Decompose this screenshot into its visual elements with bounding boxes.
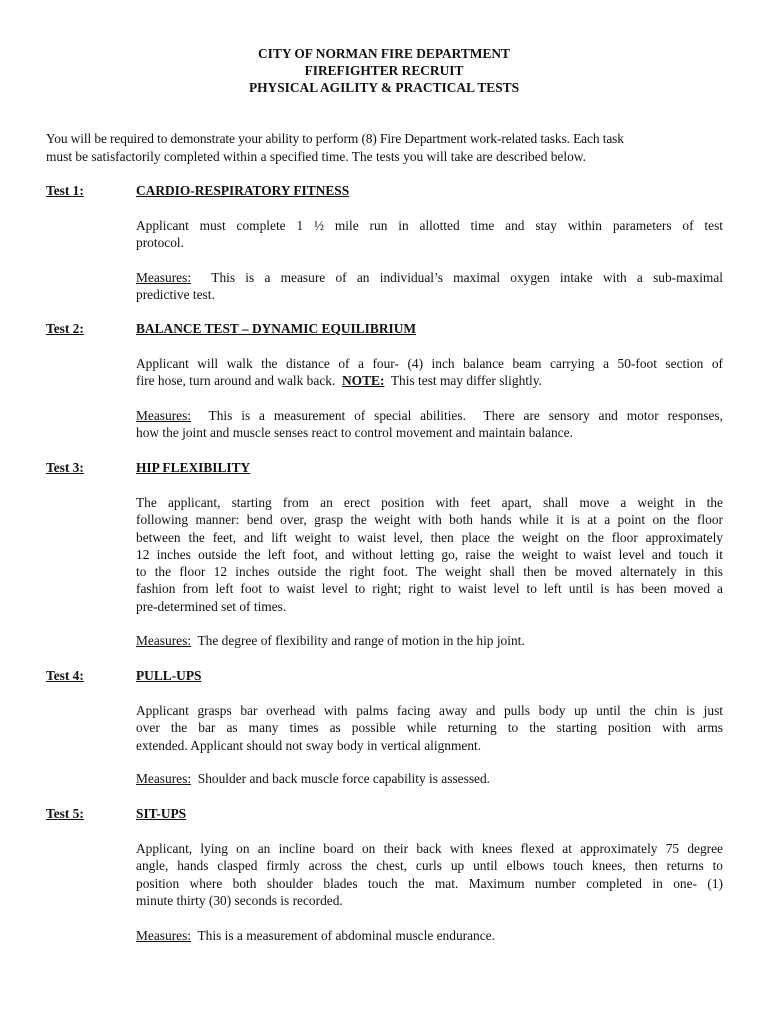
document-header — [0, 45, 768, 96]
test-3-measures-line-1: The degree of flexibility and range of motion in the hip joint. — [191, 633, 525, 648]
header-line-1: CITY OF NORMAN FIRE DEPARTMENT — [258, 46, 510, 61]
test-4-measures-line-1: Shoulder and back muscle force capability is assessed. — [191, 771, 491, 786]
test-5-desc-line-3: position where both shoulder blades touch the mat. Maximum number completed in one- (1) — [136, 875, 723, 891]
test-5-desc-line-1: Applicant, lying on an incline board on their back with knees flexed at approximately 75 degree — [136, 841, 723, 856]
intro-paragraph — [46, 130, 726, 166]
test-2-measures — [136, 407, 723, 442]
test-3-measures-label: Measures: — [136, 633, 192, 648]
test-1-desc-line-1: Applicant must complete 1 ½ mile run in allotted time and stay within parameters of test — [136, 218, 723, 233]
test-4-desc-line-1: Applicant grasps bar overhead with palms facing away and pulls body up until the chin is just — [136, 703, 723, 718]
test-4-desc-line-2: over the bar as many times as possible while returning to the starting position with arms — [136, 720, 723, 736]
test-3-description — [136, 494, 723, 615]
test-2-label: Test 2: — [46, 321, 84, 336]
test-1-measures-line-2: predictive test. — [136, 287, 215, 303]
test-5-measures-label: Measures: — [136, 928, 192, 943]
test-2-measures-line-1: This is a measurement of special abilities. There are sensory and motor responses, — [191, 408, 723, 423]
test-2-measures-label: Measures: — [136, 408, 192, 423]
test-3-title: HIP FLEXIBILITY — [136, 460, 251, 475]
test-5-title: SIT-UPS — [136, 806, 187, 821]
test-3-desc-line-6: fashion from left foot to waist level to right; right to waist level to left until is has been moved a — [136, 581, 723, 597]
test-2-note-text: This test may differ slightly. — [384, 373, 542, 389]
test-4-measures-label: Measures: — [136, 771, 192, 786]
test-1-title: CARDIO-RESPIRATORY FITNESS — [136, 183, 350, 198]
test-5-desc-line-2: angle, hands clasped firmly across the chest, curls up until elbows touch knees, then returns to — [136, 858, 723, 874]
test-2-title: BALANCE TEST – DYNAMIC EQUILIBRIUM — [136, 321, 417, 336]
test-5-measures — [136, 927, 723, 944]
test-1-desc-line-2: protocol. — [136, 235, 184, 251]
test-2-desc-line-1: Applicant will walk the distance of a four- (4) inch balance beam carrying a 50-foot section of — [136, 356, 723, 371]
test-3-label: Test 3: — [46, 460, 84, 475]
test-4-title: PULL-UPS — [136, 668, 202, 683]
test-1-description — [136, 217, 723, 252]
header-line-2: FIREFIGHTER RECRUIT — [304, 63, 464, 78]
test-3-desc-line-7: pre-determined set of times. — [136, 598, 287, 614]
test-1-measures — [136, 269, 723, 304]
test-2-description — [136, 355, 723, 390]
test-3-measures — [136, 632, 723, 649]
test-2-note-label: NOTE: — [342, 373, 385, 389]
test-4-measures — [136, 770, 723, 787]
test-5-measures-line-1: This is a measurement of abdominal muscle endurance. — [191, 928, 495, 943]
test-2-measures-line-2: how the joint and muscle senses react to control movement and maintain balance. — [136, 425, 573, 441]
intro-line-1: You will be required to demonstrate your ability to perform (8) Fire Department work-related tasks. Each task — [46, 131, 624, 146]
test-5-desc-line-4: minute thirty (30) seconds is recorded. — [136, 892, 343, 908]
test-5-label: Test 5: — [46, 806, 84, 821]
test-1-measures-label: Measures: — [136, 270, 192, 285]
test-4-desc-line-3: extended. Applicant should not sway body in vertical alignment. — [136, 737, 482, 753]
test-3-desc-line-4: 12 inches outside the left foot, and without letting go, raise the weight to waist level and touch it — [136, 546, 723, 562]
test-2-desc-line-2: fire hose, turn around and walk back. — [136, 373, 342, 389]
header-line-3: PHYSICAL AGILITY & PRACTICAL TESTS — [248, 80, 520, 95]
test-3-desc-line-3: between the feet, and lift weight to waist level, then place the weight on the floor approximately — [136, 529, 723, 545]
test-3-desc-line-2: following manner: bend over, grasp the weight with both hands while it is at a point on the floor — [136, 512, 723, 528]
test-4-description — [136, 702, 723, 754]
test-1-measures-line-1: This is a measure of an individual’s maximal oxygen intake with a sub-maximal — [191, 270, 723, 285]
test-4-label: Test 4: — [46, 668, 84, 683]
test-3-desc-line-5: to the floor 12 inches outside the right foot. The weight shall then be moved alternately in this — [136, 564, 723, 580]
test-5-description — [136, 840, 723, 909]
intro-line-2: must be satisfactorily completed within a specified time. The tests you will take are described below. — [46, 149, 586, 164]
test-1-label: Test 1: — [46, 183, 84, 198]
test-3-desc-line-1: The applicant, starting from an erect position with feet apart, shall move a weight in the — [136, 495, 723, 510]
